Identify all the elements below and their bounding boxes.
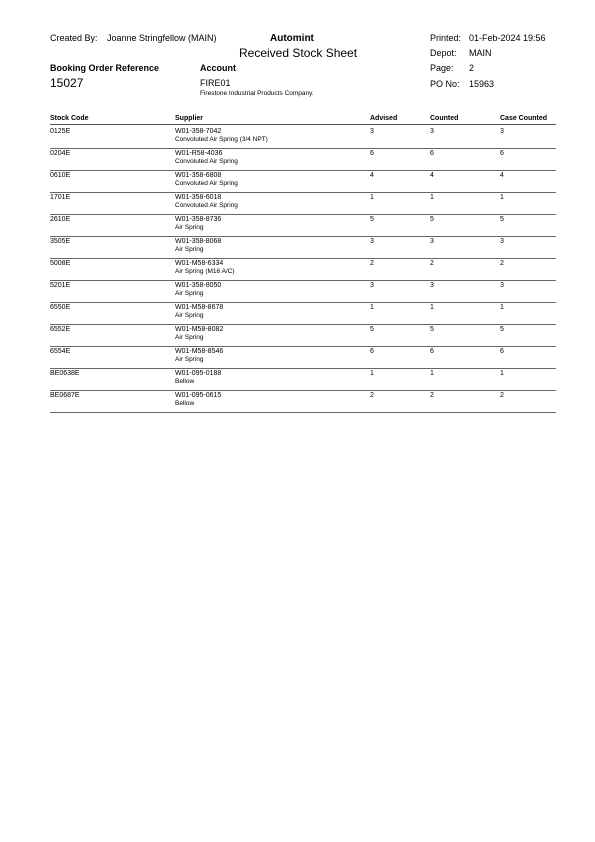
stock-code-cell: 0125E: [50, 128, 71, 135]
case-counted-cell: 4: [500, 172, 504, 179]
item-description-cell: Convoluted Air Spring: [175, 158, 238, 165]
advised-cell: 3: [370, 282, 374, 289]
advised-cell: 1: [370, 304, 374, 311]
case-counted-cell: 2: [500, 260, 504, 267]
stock-code-cell: 0610E: [50, 172, 71, 179]
col-counted: Counted: [430, 115, 459, 122]
item-description-cell: Air Spring: [175, 312, 204, 319]
item-description-cell: Convoluted Air Spring: [175, 202, 238, 209]
item-description-cell: Bellow: [175, 400, 195, 407]
counted-cell: 4: [430, 172, 434, 179]
case-counted-cell: 5: [500, 326, 504, 333]
header-divider: [50, 124, 556, 125]
printed-label: Printed:: [430, 33, 462, 43]
counted-cell: 2: [430, 260, 434, 267]
booking-ref-value: 15027: [50, 76, 84, 90]
case-counted-cell: 1: [500, 304, 504, 311]
supplier-code-cell: W01-358-8068: [175, 238, 222, 245]
item-description-cell: Air Spring: [175, 356, 204, 363]
stock-code-cell: 5201E: [50, 282, 71, 289]
stock-code-cell: 3505E: [50, 238, 71, 245]
supplier-code-cell: W01-M58-8082: [175, 326, 224, 333]
advised-cell: 1: [370, 370, 374, 377]
table-row: [50, 390, 556, 413]
page-label: Page:: [430, 63, 454, 73]
supplier-code-cell: W01-358-8050: [175, 282, 222, 289]
item-description-cell: Air Spring (M16 A/C): [175, 268, 235, 275]
table-row: [50, 192, 556, 215]
case-counted-cell: 3: [500, 238, 504, 245]
supplier-code-cell: W01-095-0188: [175, 370, 222, 377]
counted-cell: 3: [430, 282, 434, 289]
company-name: Automint: [270, 33, 314, 44]
advised-cell: 5: [370, 216, 374, 223]
col-case-counted: Case Counted: [500, 115, 548, 122]
sheet-title: Received Stock Sheet: [239, 46, 358, 60]
supplier-code-cell: W01-R58-4036: [175, 150, 223, 157]
table-row: [50, 148, 556, 171]
supplier-code-cell: W01-358-8736: [175, 216, 222, 223]
supplier-code-cell: W01-M58-8546: [175, 348, 224, 355]
advised-cell: 6: [370, 150, 374, 157]
item-description-cell: Air Spring: [175, 290, 204, 297]
table-row: [50, 302, 556, 325]
table-row: [50, 346, 556, 369]
stock-code-cell: BE0638E: [50, 370, 80, 377]
case-counted-cell: 2: [500, 392, 504, 399]
table-row: [50, 280, 556, 303]
advised-cell: 6: [370, 348, 374, 355]
counted-cell: 1: [430, 304, 434, 311]
stock-code-cell: 1701E: [50, 194, 71, 201]
table-row: [50, 214, 556, 237]
depot-value: MAIN: [469, 48, 492, 58]
supplier-code-cell: W01-358-6018: [175, 194, 222, 201]
table-row: [50, 324, 556, 347]
stock-code-cell: 2610E: [50, 216, 71, 223]
table-row: [50, 126, 556, 149]
depot-label: Depot:: [430, 48, 457, 58]
case-counted-cell: 5: [500, 216, 504, 223]
counted-cell: 1: [430, 370, 434, 377]
advised-cell: 3: [370, 128, 374, 135]
advised-cell: 4: [370, 172, 374, 179]
po-label: PO No:: [430, 79, 460, 89]
case-counted-cell: 3: [500, 282, 504, 289]
table-row: [50, 236, 556, 259]
booking-ref-label: Booking Order Reference: [50, 63, 160, 73]
stock-code-cell: BE0687E: [50, 392, 80, 399]
item-description-cell: Bellow: [175, 378, 195, 385]
created-by-label: Created By:: [50, 33, 98, 43]
table-row: [50, 368, 556, 391]
counted-cell: 5: [430, 326, 434, 333]
counted-cell: 3: [430, 238, 434, 245]
printed-value: 01-Feb-2024 19:56: [469, 33, 546, 43]
stock-code-cell: 0204E: [50, 150, 71, 157]
supplier-code-cell: W01-358-7042: [175, 128, 222, 135]
supplier-code-cell: W01-095-0615: [175, 392, 222, 399]
item-description-cell: Air Spring: [175, 224, 204, 231]
po-value: 15963: [469, 79, 495, 89]
counted-cell: 5: [430, 216, 434, 223]
table-row: [50, 258, 556, 281]
table-row: [50, 170, 556, 193]
case-counted-cell: 3: [500, 128, 504, 135]
col-advised: Advised: [370, 115, 398, 122]
advised-cell: 2: [370, 392, 374, 399]
supplier-code-cell: W01-M58-6334: [175, 260, 224, 267]
supplier-code-cell: W01-358-6808: [175, 172, 222, 179]
case-counted-cell: 6: [500, 348, 504, 355]
case-counted-cell: 1: [500, 370, 504, 377]
counted-cell: 6: [430, 348, 434, 355]
stock-code-cell: 6552E: [50, 326, 71, 333]
item-description-cell: Convoluted Air Spring: [175, 180, 238, 187]
counted-cell: 2: [430, 392, 434, 399]
counted-cell: 3: [430, 128, 434, 135]
page-value: 2: [469, 63, 475, 73]
item-description-cell: Convoluted Air Spring (3/4 NPT): [175, 136, 268, 143]
stock-code-cell: 6554E: [50, 348, 71, 355]
advised-cell: 3: [370, 238, 374, 245]
case-counted-cell: 1: [500, 194, 504, 201]
advised-cell: 5: [370, 326, 374, 333]
account-label: Account: [200, 63, 236, 73]
counted-cell: 6: [430, 150, 434, 157]
stock-code-cell: 5008E: [50, 260, 71, 267]
created-by-value: Joanne Stringfellow (MAIN): [107, 33, 217, 43]
item-description-cell: Air Spring: [175, 334, 204, 341]
counted-cell: 1: [430, 194, 434, 201]
advised-cell: 2: [370, 260, 374, 267]
col-stock-code: Stock Code: [50, 115, 89, 122]
col-supplier: Supplier: [175, 115, 204, 122]
supplier-code-cell: W01-M58-8678: [175, 304, 224, 311]
item-description-cell: Air Spring: [175, 246, 204, 253]
stock-code-cell: 6550E: [50, 304, 71, 311]
case-counted-cell: 6: [500, 150, 504, 157]
account-name: Firestone Industrial Products Company.: [200, 90, 314, 97]
account-value: FIRE01: [200, 78, 231, 88]
advised-cell: 1: [370, 194, 374, 201]
